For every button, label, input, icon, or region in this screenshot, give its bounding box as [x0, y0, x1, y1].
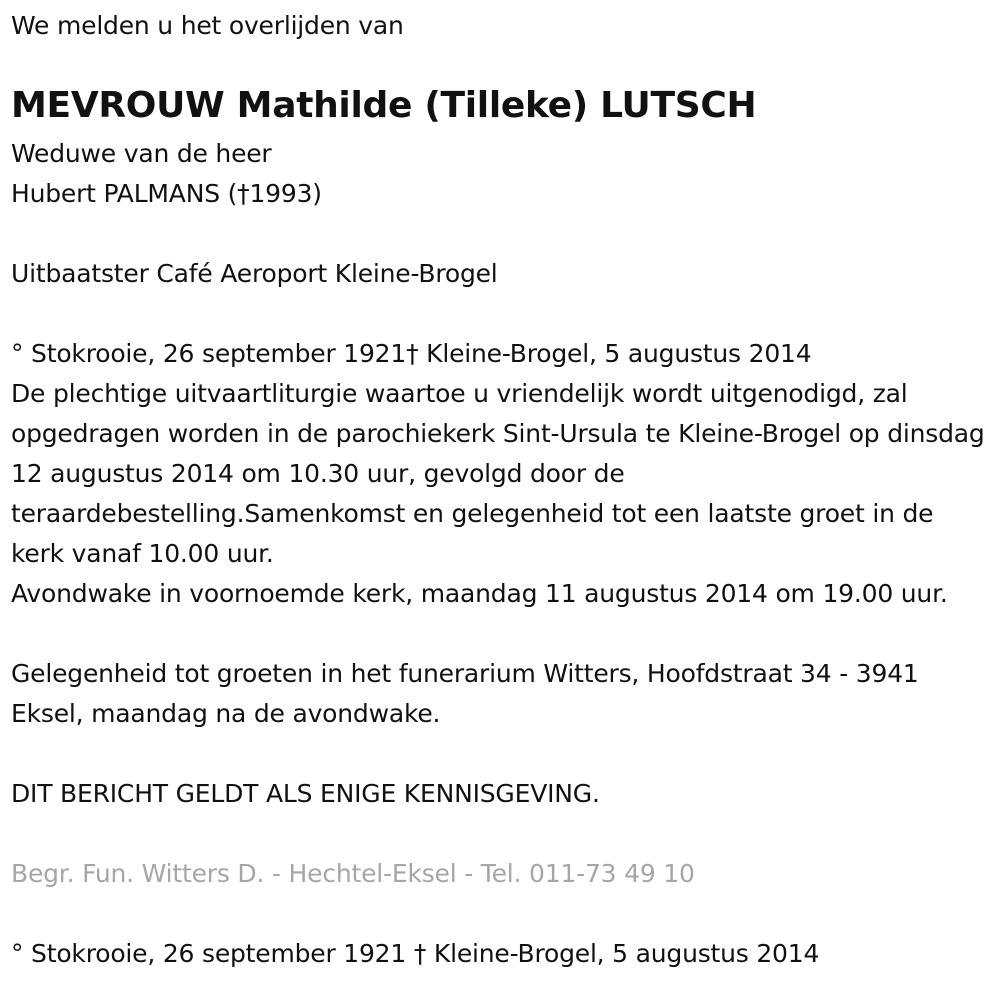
spouse-text: Hubert PALMANS (†1993): [11, 179, 322, 208]
widow-of-text: Weduwe van de heer: [11, 139, 272, 168]
occupation-text: Uitbaatster Café Aeroport Kleine-Brogel: [11, 259, 498, 288]
vigil-paragraph: Avondwake in voornoemde kerk, maandag 11 augustus 2014 om 19.00 uur.: [11, 579, 948, 608]
deceased-name: MEVROUW Mathilde (Tilleke) LUTSCH: [11, 85, 757, 126]
viewing-paragraph: Gelegenheid tot groeten in het funerarium Witters, Hoofdstraat 34 - 3941 Eksel, maandag na de avondwake.: [11, 659, 919, 728]
intro-text: We melden u het overlijden van: [11, 11, 404, 40]
closing-statement: DIT BERICHT GELDT ALS ENIGE KENNISGEVING.: [11, 779, 600, 808]
funeral-home-text: Begr. Fun. Witters D. - Hechtel-Eksel - Tel. 011-73 49 10: [11, 859, 695, 888]
birth-death-footer: ° Stokrooie, 26 september 1921 † Kleine-Brogel, 5 augustus 2014: [11, 939, 820, 968]
birth-death-text: ° Stokrooie, 26 september 1921† Kleine-Brogel, 5 augustus 2014: [11, 339, 812, 368]
funeral-paragraph: De plechtige uitvaartliturgie waartoe u vriendelijk wordt uitgenodigd, zal opgedragen worden in de parochiekerk Sint-Ursula te Kleine-Brogel op dinsdag 12 augustus 2014 om 10.30 uur, gevolgd door de teraardebestelling.Samenkomst en gelegenheid tot een laatste groet in de kerk vanaf 10.00 uur.: [11, 379, 985, 568]
